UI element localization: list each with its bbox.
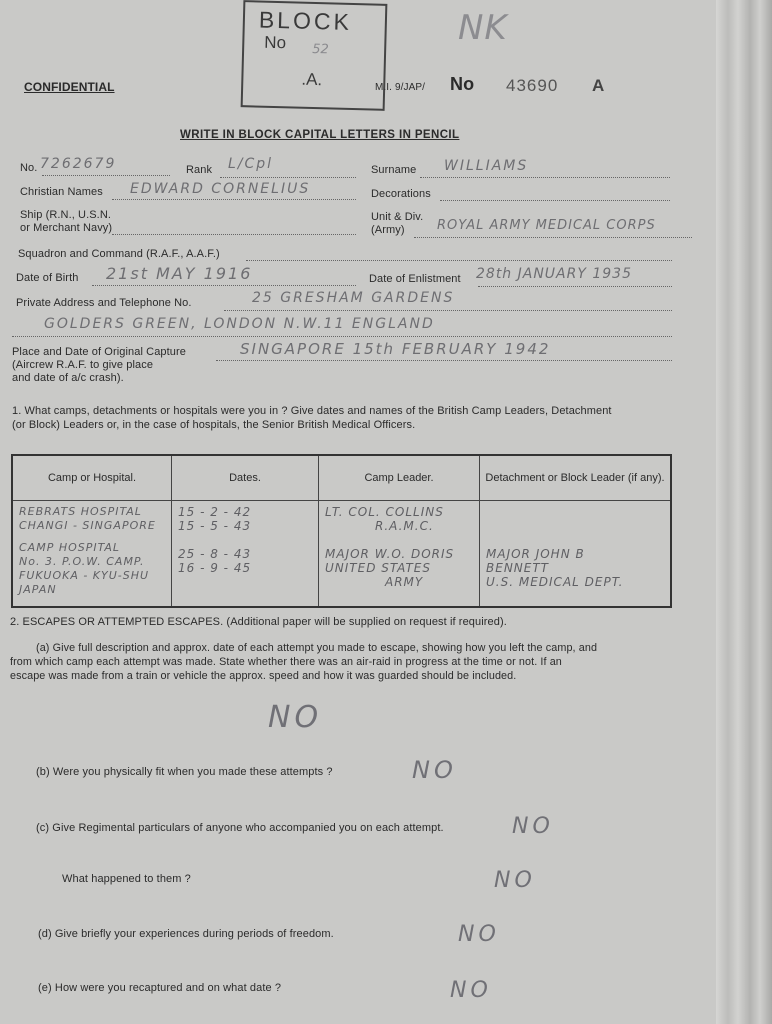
answer-2e: NO [450, 978, 492, 1003]
detachment-entries: MAJOR JOHN B BENNETT U.S. MEDICAL DEPT. [486, 547, 624, 589]
unit-label: Unit & Div. [371, 211, 424, 223]
question-2a-line-3: escape was made from a train or vehicle the approx. speed and how it was guarded should be included. [10, 670, 517, 682]
camps-table [11, 454, 672, 608]
enlistment-value: 28th JANUARY 1935 [476, 266, 632, 282]
address-line-1: 25 GRESHAM GARDENS [252, 290, 455, 306]
question-2b: (b) Were you physically fit when you made these attempts ? [36, 766, 333, 778]
rank-label: Rank [186, 164, 213, 176]
squadron-label: Squadron and Command (R.A.F., A.A.F.) [18, 248, 220, 260]
question-2a-line-1: (a) Give full description and approx. date of each attempt you made to escape, showing how you left the camp, and [36, 642, 598, 654]
corner-initials: NK [458, 8, 508, 48]
form-reference: M.I. 9/JAP/ [375, 82, 426, 93]
dates-column [172, 501, 319, 608]
detachment-column [480, 501, 672, 608]
form-number: 43690 [506, 76, 559, 95]
ship-label: Ship (R.N., U.S.N. [20, 209, 112, 221]
camp-column [12, 501, 172, 608]
rank-value: L/Cpl [228, 156, 274, 172]
service-number: 7262679 [40, 156, 117, 172]
classification-label: CONFIDENTIAL [24, 80, 115, 94]
block-stamp [241, 0, 388, 111]
question-2c: (c) Give Regimental particulars of anyone who accompanied you on each attempt. [36, 822, 444, 834]
form-number-label: No [450, 74, 475, 94]
question-1-line-1: 1. What camps, detachments or hospitals were you in ? Give dates and names of the British Camp Leaders, Detachment [12, 405, 612, 417]
stamp-number-label: No [264, 32, 287, 53]
dob-label: Date of Birth [16, 272, 79, 284]
header-dates: Dates. [172, 455, 319, 501]
christian-names-label: Christian Names [20, 186, 103, 198]
question-2-heading: 2. ESCAPES OR ATTEMPTED ESCAPES. (Additional paper will be supplied on request if required). [10, 616, 507, 628]
capture-label-3: and date of a/c crash). [12, 372, 124, 384]
stamp-block-label: BLOCK [258, 6, 353, 35]
address-line-2: GOLDERS GREEN, LONDON N.W.11 ENGLAND [44, 316, 435, 332]
instruction-heading: WRITE IN BLOCK CAPITAL LETTERS IN PENCIL [180, 129, 460, 141]
header-camp-leader: Camp Leader. [319, 455, 480, 501]
christian-names-value: EDWARD CORNELIUS [130, 181, 311, 197]
answer-2c-followup: NO [494, 868, 536, 893]
dob-value: 21st MAY 1916 [106, 264, 253, 283]
unit-label-2: (Army) [371, 224, 405, 236]
surname-value: WILLIAMS [444, 158, 529, 174]
answer-2a: NO [268, 700, 323, 735]
decorations-label: Decorations [371, 188, 431, 200]
date-entries: 15 - 2 - 42 15 - 5 - 43 25 - 8 - 43 16 - 9 - 45 [178, 505, 252, 575]
question-1-line-2: (or Block) Leaders or, in the case of hospitals, the Senior British Medical Officers. [12, 419, 416, 431]
answer-2d: NO [458, 922, 500, 947]
capture-label: Place and Date of Original Capture [12, 346, 186, 358]
capture-label-2: (Aircrew R.A.F. to give place [12, 359, 154, 371]
question-2d: (d) Give briefly your experiences during periods of freedom. [38, 928, 334, 940]
answer-2c: NO [512, 814, 554, 839]
camp-entries: REBRATS HOSPITAL CHANGI - SINGAPORE CAMP HOSPITAL No. 3. P.O.W. CAMP. FUKUOKA - KYU-SHU JAPAN [19, 505, 156, 596]
stamp-number: 52 [311, 41, 329, 58]
capture-value: SINGAPORE 15th FEBRUARY 1942 [240, 340, 551, 358]
address-label: Private Address and Telephone No. [16, 297, 192, 309]
stacked-pages-edge [716, 0, 772, 1024]
leader-entries: LT. COL. COLLINS R.A.M.C. MAJOR W.O. DORIS UNITED STATES ARMY [325, 505, 455, 589]
leader-column [319, 501, 480, 608]
unit-value: ROYAL ARMY MEDICAL CORPS [437, 218, 656, 233]
form-suffix: A [592, 76, 605, 95]
no-label: No. [20, 162, 38, 174]
answer-2b: NO [412, 756, 457, 784]
header-detachment-leader: Detachment or Block Leader (if any). [480, 455, 672, 501]
question-2a-line-2: from which camp each attempt was made. State whether there was an air-raid in progress at the time or not. If an [10, 656, 562, 668]
stamp-letter: .A. [301, 69, 323, 90]
header-camp: Camp or Hospital. [12, 455, 172, 501]
surname-label: Surname [371, 164, 417, 176]
question-2c-followup: What happened to them ? [62, 873, 191, 885]
enlistment-label: Date of Enlistment [369, 273, 461, 285]
ship-label-2: or Merchant Navy) [20, 222, 113, 234]
question-2e: (e) How were you recaptured and on what date ? [38, 982, 282, 994]
